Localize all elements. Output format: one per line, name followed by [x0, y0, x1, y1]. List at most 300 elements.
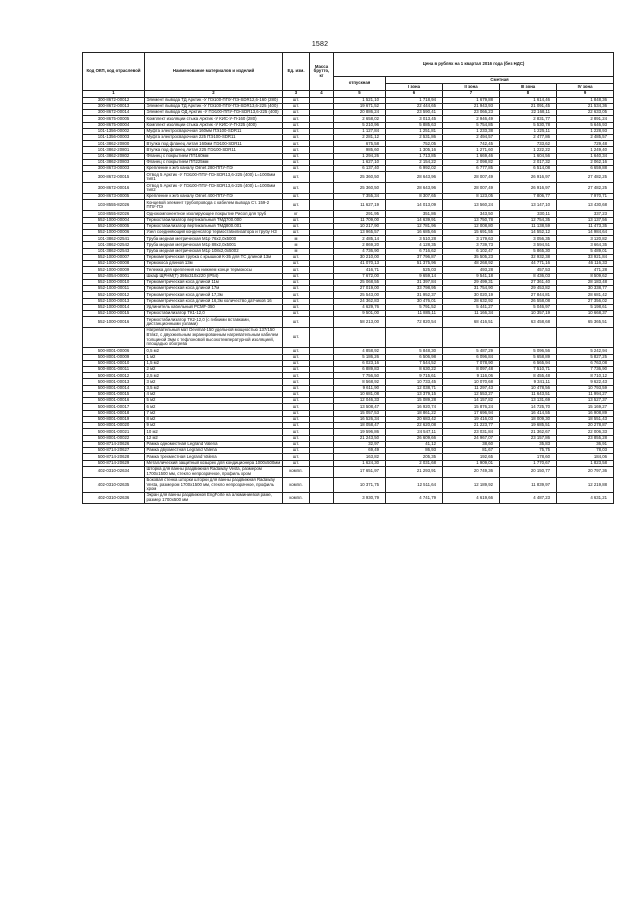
- unit-cell: шт.: [283, 273, 310, 279]
- name-cell: Втулка под фланец литая 160мм ПЭ100-SDR11: [145, 141, 283, 147]
- code-cell: 402-0310-02635: [83, 477, 145, 493]
- code-cell: 552-1000-00011: [83, 286, 145, 292]
- price-zone-1-cell: 5 848,30: [386, 348, 443, 354]
- price-zone-4-cell: 65 365,51: [557, 317, 614, 328]
- price-otpusk-cell: 18 058,47: [334, 423, 386, 429]
- price-zone-2-cell: 30 020,19: [443, 292, 500, 298]
- header-zone-1: I зона: [386, 84, 443, 91]
- column-number: 4: [310, 91, 334, 98]
- unit-cell: шт.: [283, 373, 310, 379]
- price-zone-3-cell: 4 487,23: [500, 493, 557, 504]
- unit-cell: компл.: [283, 493, 310, 504]
- price-otpusk-cell: 7 672,00: [334, 273, 386, 279]
- price-zone-3-cell: 178,60: [500, 454, 557, 460]
- price-otpusk-cell: 5 186,26: [334, 354, 386, 360]
- price-zone-2-cell: 12 189,92: [443, 477, 500, 493]
- code-cell: 500-8001-00017: [83, 404, 145, 410]
- mass-cell: [310, 466, 334, 477]
- price-zone-1-cell: 23 590,41: [386, 110, 443, 116]
- code-cell: 500-8001-00019: [83, 416, 145, 422]
- code-cell: 103-8555-82026: [83, 200, 145, 211]
- unit-cell: шт.: [283, 410, 310, 416]
- unit-cell: м: [283, 242, 310, 248]
- price-zone-3-cell: 10 357,19: [500, 311, 557, 317]
- unit-cell: шт.: [283, 366, 310, 372]
- price-zone-1-cell: 22 444,65: [386, 103, 443, 109]
- price-zone-1-cell: 6 716,62: [386, 248, 443, 254]
- price-zone-3-cell: 11 138,59: [500, 223, 557, 229]
- unit-cell: шт.: [283, 267, 310, 273]
- unit-cell: кг: [283, 211, 310, 217]
- price-zone-3-cell: 6 565,94: [500, 360, 557, 366]
- code-cell: 552-1000-00004: [83, 217, 145, 223]
- code-cell: 103-8555-82026: [83, 211, 145, 217]
- price-zone-2-cell: 6 096,84: [443, 354, 500, 360]
- price-zone-3-cell: 35,83: [500, 441, 557, 447]
- code-cell: 552-1000-00009: [83, 267, 145, 273]
- price-otpusk-cell: 7 355,34: [334, 194, 386, 200]
- code-cell: 300-8672-00013: [83, 103, 145, 109]
- price-otpusk-cell: 15 057,53: [334, 410, 386, 416]
- price-zone-3-cell: 26 916,97: [500, 172, 557, 183]
- price-otpusk-cell: 13 508,47: [334, 404, 386, 410]
- unit-cell: шт.: [283, 448, 310, 454]
- price-zone-3-cell: 5 865,30: [500, 248, 557, 254]
- name-cell: Элемент вывода ОД Арктик -У ПЭ100-ППУ-ПЭ-SDR13,6-225 (400): [145, 110, 283, 116]
- price-zone-1-cell: 9 659,14: [386, 273, 443, 279]
- price-zone-2-cell: 28 632,92: [443, 298, 500, 304]
- price-zone-1-cell: 8 630,22: [386, 366, 443, 372]
- code-cell: 101-3862-02541: [83, 236, 145, 242]
- unit-cell: шт.: [283, 454, 310, 460]
- header-price-group: Цена в рублях на 1 квартал 2016 года (без НДС): [334, 53, 614, 77]
- code-cell: 500-8001-00011: [83, 366, 145, 372]
- header-smetnaya: Сметная: [386, 77, 614, 84]
- price-zone-4-cell: 6 763,08: [557, 360, 614, 366]
- price-zone-3-cell: 22 168,11: [500, 110, 557, 116]
- price-zone-2-cell: 343,50: [443, 211, 500, 217]
- price-otpusk-cell: 5 210,96: [334, 122, 386, 128]
- price-zone-2-cell: 5 441,27: [443, 304, 500, 310]
- price-zone-4-cell: 5 198,61: [557, 304, 614, 310]
- table-row: [83, 493, 614, 504]
- price-zone-3-cell: 330,11: [500, 211, 557, 217]
- price-zone-2-cell: 28 007,49: [443, 172, 500, 183]
- name-cell: Термостабилизатор вертикальный ТМД700.000: [145, 217, 283, 223]
- code-cell: 552-1000-00012: [83, 292, 145, 298]
- price-zone-4-cell: 12 219,88: [557, 477, 614, 493]
- name-cell: Рамка трехместная Legrand Valena: [145, 454, 283, 460]
- price-zone-4-cell: 28 681,42: [557, 292, 614, 298]
- name-cell: Втулка под фланец литая 225 ПЭ100-SDR11: [145, 147, 283, 153]
- price-zone-4-cell: 36,91: [557, 441, 614, 447]
- unit-cell: шт.: [283, 122, 310, 128]
- unit-cell: шт.: [283, 128, 310, 134]
- price-zone-1-cell: 86,93: [386, 448, 443, 454]
- name-cell: Термометрическая трубка с крышкой К-35 для ТС длиной 13м: [145, 254, 283, 260]
- unit-cell: шт.: [283, 404, 310, 410]
- price-otpusk-cell: 2 658,02: [334, 116, 386, 122]
- mass-cell: [310, 477, 334, 493]
- price-zone-2-cell: 35 505,23: [443, 254, 500, 260]
- price-otpusk-cell: 6 023,16: [334, 360, 386, 366]
- code-cell: 500-8001-00012: [83, 373, 145, 379]
- code-cell: 500-8001-00014: [83, 385, 145, 391]
- price-otpusk-cell: 4 858,92: [334, 348, 386, 354]
- price-zone-2-cell: 2 946,49: [443, 116, 500, 122]
- price-otpusk-cell: 11 709,00: [334, 217, 386, 223]
- price-zone-4-cell: 6 659,88: [557, 166, 614, 172]
- price-zone-1-cell: 15 089,28: [386, 398, 443, 404]
- price-otpusk-cell: 1 627,10: [334, 159, 386, 165]
- price-zone-3-cell: 3 056,35: [500, 236, 557, 242]
- mass-cell: [310, 200, 334, 211]
- code-cell: 552-1000-00013: [83, 298, 145, 304]
- price-zone-3-cell: 2 831,77: [500, 116, 557, 122]
- name-cell: 6 м2: [145, 404, 283, 410]
- price-zone-3-cell: 21 362,67: [500, 429, 557, 435]
- unit-cell: компл.: [283, 477, 310, 493]
- price-zone-1-cell: 11 885,11: [386, 311, 443, 317]
- price-zone-3-cell: 1 225,11: [500, 128, 557, 134]
- price-zone-1-cell: 14 013,09: [386, 200, 443, 211]
- name-cell: Муфта электросварочная 225 ПЭ100-SDR11: [145, 135, 283, 141]
- price-zone-4-cell: 28 183,48: [557, 279, 614, 285]
- unit-cell: шт.: [283, 223, 310, 229]
- page-number: 1582: [311, 41, 329, 48]
- code-cell: 500-8001-00018: [83, 410, 145, 416]
- price-zone-3-cell: 44 771,16: [500, 261, 557, 267]
- price-zone-1-cell: 2 154,22: [386, 159, 443, 165]
- price-zone-1-cell: [386, 328, 443, 348]
- price-zone-1-cell: 7 544,52: [386, 360, 443, 366]
- price-zone-2-cell: 10 070,68: [443, 379, 500, 385]
- header-unit: Ед. изм.: [283, 53, 310, 91]
- price-zone-4-cell: 471,28: [557, 267, 614, 273]
- header-mass: Масса брутто, кг: [310, 53, 334, 91]
- price-otpusk-cell: 11 627,19: [334, 200, 386, 211]
- unit-cell: шт.: [283, 172, 310, 183]
- name-cell: Фланец с покрытием ПП225мм: [145, 159, 283, 165]
- price-zone-4-cell: 18 551,43: [557, 416, 614, 422]
- price-zone-1-cell: 12 038,71: [386, 385, 443, 391]
- price-zone-3-cell: 5 096,56: [500, 348, 557, 354]
- price-otpusk-cell: 1 127,84: [334, 128, 386, 134]
- price-zone-1-cell: 5 791,52: [386, 304, 443, 310]
- price-zone-2-cell: 12 553,27: [443, 391, 500, 397]
- price-zone-4-cell: 3 120,82: [557, 236, 614, 242]
- code-cell: 101-3862-20803: [83, 159, 145, 165]
- price-zone-3-cell: 3 594,51: [500, 242, 557, 248]
- price-zone-3-cell: [500, 328, 557, 348]
- price-zone-3-cell: 8 455,48: [500, 373, 557, 379]
- code-cell: 500-8001-00013: [83, 379, 145, 385]
- name-cell: 12 м2: [145, 435, 283, 441]
- price-otpusk-cell: [334, 328, 386, 348]
- price-zone-2-cell: 23 031,84: [443, 429, 500, 435]
- mass-cell: [310, 317, 334, 328]
- price-zone-2-cell: 2 098,82: [443, 159, 500, 165]
- price-zone-4-cell: 5 489,01: [557, 248, 614, 254]
- name-cell: Термометрическая коса длиной 17,3м: [145, 292, 283, 298]
- table-row: [83, 317, 614, 328]
- unit-cell: шт.: [283, 423, 310, 429]
- code-cell: 300-8675-00005: [83, 116, 145, 122]
- price-zone-4-cell: 27 356,02: [557, 298, 614, 304]
- price-zone-1-cell: 4 741,79: [386, 493, 443, 504]
- price-zone-4-cell: 21 534,36: [557, 103, 614, 109]
- unit-cell: шт.: [283, 147, 310, 153]
- price-zone-1-cell: 16 920,74: [386, 404, 443, 410]
- code-cell: 300-8675-00004: [83, 122, 145, 128]
- price-zone-4-cell: 7 736,90: [557, 366, 614, 372]
- price-zone-3-cell: 1 222,22: [500, 147, 557, 153]
- price-zone-4-cell: 14 984,64: [557, 229, 614, 235]
- price-zone-4-cell: 1 848,36: [557, 97, 614, 103]
- price-zone-1-cell: 51 375,96: [386, 261, 443, 267]
- price-zone-1-cell: 13 379,15: [386, 391, 443, 397]
- code-cell: 101-3862-02543: [83, 248, 145, 254]
- price-zone-3-cell: 63 458,68: [500, 317, 557, 328]
- price-zone-4-cell: 78,03: [557, 448, 614, 454]
- price-zone-4-cell: 22 633,05: [557, 110, 614, 116]
- price-zone-1-cell: 9 715,61: [386, 373, 443, 379]
- header-otpusk: отпускная: [334, 77, 386, 91]
- price-zone-4-cell: 7 970,71: [557, 194, 614, 200]
- unit-cell: шт.: [283, 360, 310, 366]
- unit-cell: шт.: [283, 286, 310, 292]
- name-cell: Элемент вывода ТД Арктик -У ПЭ100-ППУ-ПЭ-SDR13,6-225 (400): [145, 103, 283, 109]
- price-zone-3-cell: 27 844,81: [500, 292, 557, 298]
- price-zone-2-cell: 1 909,01: [443, 460, 500, 466]
- price-otpusk-cell: 30 210,00: [334, 254, 386, 260]
- column-number: 9: [557, 91, 614, 98]
- price-zone-3-cell: 32 932,38: [500, 254, 557, 260]
- price-zone-2-cell: 81,67: [443, 448, 500, 454]
- price-zone-3-cell: 16 414,55: [500, 410, 557, 416]
- price-zone-1-cell: 525,03: [386, 267, 443, 273]
- name-cell: Крепление к ж/б каналу Oilnet 400-ППУ-ПЭ: [145, 194, 283, 200]
- name-cell: Рамка двухместная Legrand Valena: [145, 448, 283, 454]
- price-zone-3-cell: 14 725,70: [500, 404, 557, 410]
- price-zone-2-cell: 14 157,82: [443, 398, 500, 404]
- unit-cell: шт.: [283, 416, 310, 422]
- name-cell: Нагревательный мат Devimat-150 удельной мощностью 137/150 Вт/м2, с двухжильным экранированным нагревательным кабелем толщиной 3мм с тефлоновой высокотемпературной изоляцией, площадью обогрева: [145, 328, 283, 348]
- header-zone-3: III зона: [500, 84, 557, 91]
- price-zone-1-cell: 3 013,45: [386, 116, 443, 122]
- price-zone-1-cell: 22 620,08: [386, 423, 443, 429]
- code-cell: 101-3862-20801: [83, 147, 145, 153]
- name-cell: 4 м2: [145, 391, 283, 397]
- name-cell: Металлический защитный козырек для кондиционера 1000х500мм: [145, 460, 283, 466]
- price-otpusk-cell: 2 869,20: [334, 242, 386, 248]
- price-otpusk-cell: 985,60: [334, 147, 386, 153]
- code-cell: 500-8001-00009: [83, 354, 145, 360]
- unit-cell: м: [283, 236, 310, 242]
- price-otpusk-cell: 1 521,10: [334, 97, 386, 103]
- price-zone-4-cell: 9 622,43: [557, 379, 614, 385]
- name-cell: Элемент вывода ТД Арктик -У ПЭ100-ППУ-ПЭ-SDR12,6-160 (280): [145, 97, 283, 103]
- price-zone-1-cell: 8 307,65: [386, 194, 443, 200]
- price-zone-2-cell: 68 416,51: [443, 317, 500, 328]
- price-zone-2-cell: 11 297,43: [443, 385, 500, 391]
- price-zone-3-cell: 7 510,71: [500, 366, 557, 372]
- price-zone-1-cell: 28 643,96: [386, 172, 443, 183]
- code-cell: 101-1356-00002: [83, 128, 145, 134]
- name-cell: 10 м2: [145, 429, 283, 435]
- price-zone-3-cell: 1 770,67: [500, 460, 557, 466]
- mass-cell: [310, 493, 334, 504]
- code-cell: [83, 328, 145, 348]
- price-zone-4-cell: 13 430,68: [557, 200, 614, 211]
- price-zone-3-cell: 26 558,08: [500, 298, 557, 304]
- price-zone-2-cell: 5 754,85: [443, 122, 500, 128]
- unit-cell: шт.: [283, 194, 310, 200]
- price-zone-4-cell: 5 827,25: [557, 354, 614, 360]
- price-zone-4-cell: 4 631,21: [557, 493, 614, 504]
- price-otpusk-cell: 7 756,50: [334, 373, 386, 379]
- price-zone-4-cell: 23 855,28: [557, 435, 614, 441]
- name-cell: Крепление к ж/б каналу Oilnet 280-ППУ-ПЭ: [145, 166, 283, 172]
- price-zone-4-cell: 22 006,33: [557, 429, 614, 435]
- name-cell: Шторка для ванны раздвижная Radaway Vesta, размером 1700х1500 мм, стекло непрозрачное, профиль хром: [145, 466, 283, 477]
- price-zone-1-cell: 20 683,42: [386, 416, 443, 422]
- unit-cell: шт.: [283, 379, 310, 385]
- price-zone-2-cell: 13 750,78: [443, 217, 500, 223]
- column-number: 7: [443, 91, 500, 98]
- price-otpusk-cell: 1 294,26: [334, 153, 386, 159]
- name-cell: Удлинитель кабельный PCMF-350: [145, 304, 283, 310]
- price-zone-3-cell: 14 552,12: [500, 229, 557, 235]
- unit-cell: шт.: [283, 183, 310, 194]
- price-otpusk-cell: 12 046,33: [334, 398, 386, 404]
- mass-cell: [310, 328, 334, 348]
- column-number: 2: [145, 91, 283, 98]
- unit-cell: шт.: [283, 328, 310, 348]
- price-otpusk-cell: 27 019,00: [334, 286, 386, 292]
- code-cell: 500-8001-00015: [83, 391, 145, 397]
- price-zone-1-cell: 37 796,87: [386, 254, 443, 260]
- price-zone-2-cell: 8 097,48: [443, 366, 500, 372]
- price-zone-3-cell: 27 361,40: [500, 279, 557, 285]
- code-cell: 500-8714-20627: [83, 448, 145, 454]
- price-zone-2-cell: 48 268,92: [443, 261, 500, 267]
- price-zone-4-cell: 1 228,93: [557, 128, 614, 134]
- code-cell: 101-3862-02542: [83, 242, 145, 248]
- price-zone-1-cell: 26 609,66: [386, 435, 443, 441]
- code-cell: 402-0310-02636: [83, 493, 145, 504]
- price-zone-4-cell: 1 640,34: [557, 153, 614, 159]
- price-zone-1-cell: 14 639,91: [386, 217, 443, 223]
- price-zone-3-cell: 5 658,89: [500, 354, 557, 360]
- price-zone-3-cell: 29 453,82: [500, 286, 557, 292]
- price-zone-4-cell: 1 249,40: [557, 147, 614, 153]
- code-cell: 500-8001-00010: [83, 360, 145, 366]
- name-cell: Отвод 5 Арктик -У ПЭ100-ППУ-ПЭ-SDR13,6-225 (400) L=1000мм тип1: [145, 172, 283, 183]
- price-zone-2-cell: [443, 328, 500, 348]
- name-cell: 3 м2: [145, 379, 283, 385]
- price-table: [82, 52, 614, 504]
- unit-cell: шт.: [283, 429, 310, 435]
- price-otpusk-cell: 416,71: [334, 267, 386, 273]
- price-zone-1-cell: 21 293,91: [386, 466, 443, 477]
- price-zone-4-cell: 27 482,25: [557, 172, 614, 183]
- price-zone-2-cell: 4 619,66: [443, 493, 500, 504]
- price-zone-2-cell: 1 679,88: [443, 97, 500, 103]
- name-cell: Труба медная метрическая М1р 89х2,0х5001: [145, 242, 283, 248]
- price-zone-3-cell: 23 157,86: [500, 435, 557, 441]
- price-zone-4-cell: 8 509,62: [557, 273, 614, 279]
- column-number: 5: [334, 91, 386, 98]
- name-cell: Труба медная метрическая М1р 108х2,0х5002: [145, 248, 283, 254]
- price-zone-1-cell: 31 952,37: [386, 292, 443, 298]
- unit-cell: шт.: [283, 261, 310, 267]
- price-otpusk-cell: 675,58: [334, 141, 386, 147]
- price-zone-1-cell: 752,05: [386, 141, 443, 147]
- price-zone-4-cell: 30 338,77: [557, 286, 614, 292]
- price-zone-4-cell: 2 891,24: [557, 116, 614, 122]
- price-otpusk-cell: 1 624,30: [334, 460, 386, 466]
- name-cell: Отвод 5 Арктик -У ПЭ100-ППУ-ПЭ-SDR13,6-225 (400) L=1000мм тип2: [145, 183, 283, 194]
- price-zone-2-cell: 29 499,31: [443, 279, 500, 285]
- unit-cell: шт.: [283, 385, 310, 391]
- name-cell: Муфта электросварочная 160мм ПЭ100-SDR11: [145, 128, 283, 134]
- unit-cell: шт.: [283, 304, 310, 310]
- price-otpusk-cell: 25 068,55: [334, 279, 386, 285]
- price-zone-3-cell: 75,75: [500, 448, 557, 454]
- price-otpusk-cell: 19 596,86: [334, 429, 386, 435]
- unit-cell: шт.: [283, 103, 310, 109]
- price-zone-4-cell: [557, 328, 614, 348]
- price-zone-3-cell: 457,53: [500, 267, 557, 273]
- price-zone-2-cell: 9 116,06: [443, 373, 500, 379]
- price-zone-4-cell: 184,06: [557, 454, 614, 460]
- price-zone-1-cell: 6 506,98: [386, 354, 443, 360]
- unit-cell: шт.: [283, 279, 310, 285]
- code-cell: 500-8714-20626: [83, 441, 145, 447]
- table-row: [83, 200, 614, 211]
- code-cell: 101-3862-20802: [83, 153, 145, 159]
- unit-cell: шт.: [283, 317, 310, 328]
- price-zone-2-cell: 1 669,46: [443, 153, 500, 159]
- price-zone-1-cell: 10 733,45: [386, 379, 443, 385]
- price-zone-2-cell: 3 179,63: [443, 236, 500, 242]
- price-zone-3-cell: 8 436,03: [500, 273, 557, 279]
- price-otpusk-cell: 19 671,52: [334, 103, 386, 109]
- price-zone-3-cell: 6 514,08: [500, 166, 557, 172]
- price-zone-1-cell: 1 718,94: [386, 97, 443, 103]
- code-cell: 552-1000-00008: [83, 261, 145, 267]
- price-zone-2-cell: 742,45: [443, 141, 500, 147]
- price-zone-2-cell: 21 943,93: [443, 103, 500, 109]
- price-zone-1-cell: 1 713,85: [386, 153, 443, 159]
- price-zone-4-cell: 729,48: [557, 141, 614, 147]
- price-otpusk-cell: 24 362,83: [334, 298, 386, 304]
- unit-cell: шт.: [283, 348, 310, 354]
- price-otpusk-cell: 4 629,76: [334, 304, 386, 310]
- price-zone-1-cell: 12 511,64: [386, 477, 443, 493]
- table-row: [83, 328, 614, 348]
- unit-cell: шт.: [283, 200, 310, 211]
- unit-cell: шт.: [283, 435, 310, 441]
- price-otpusk-cell: 69,49: [334, 448, 386, 454]
- code-cell: 101-1356-00003: [83, 135, 145, 141]
- price-zone-2-cell: 1 233,38: [443, 128, 500, 134]
- price-zone-2-cell: 20 749,36: [443, 466, 500, 477]
- name-cell: Фланец с покрытием ПП160мм: [145, 153, 283, 159]
- price-zone-3-cell: 9 341,11: [500, 379, 557, 385]
- price-zone-3-cell: 733,62: [500, 141, 557, 147]
